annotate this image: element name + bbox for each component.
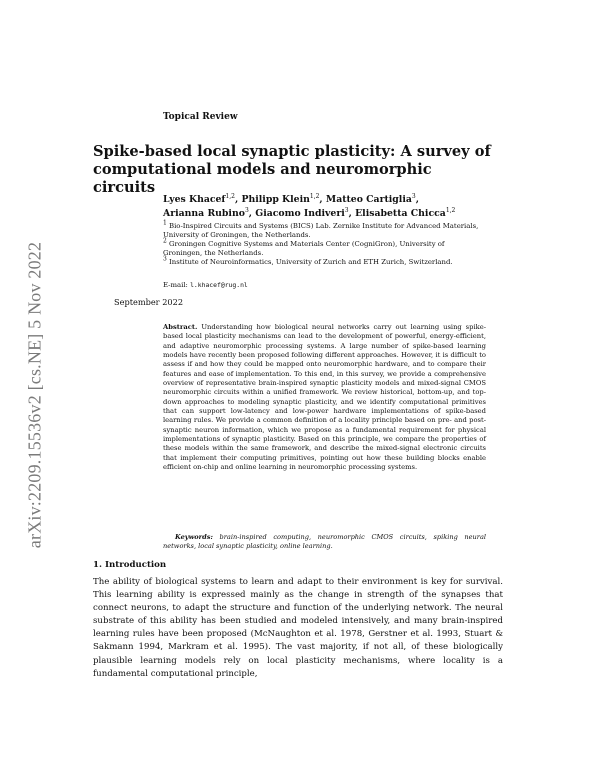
section-heading: 1. Introduction: [93, 560, 167, 570]
affiliation: $^1$ Bio-Inspired Circuits and Systems (BICS) Lab. Zernike Institute for Advanced Materials, University of Groningen, the Netherlands.: [163, 219, 479, 240]
author-list: Lyes Khacef$^{1,2}$, Philipp Klein$^{1,2}$, Matteo Cartiglia$^3$, Arianna Rubino$^3$, Giacomo Indiveri$^3$, Elisabetta Chicca$^{1,2}$: [163, 192, 456, 219]
arxiv-stamp-text: arXiv:2209.15536v2 [cs.NE] 5 Nov 2022: [24, 241, 45, 549]
publication-date: September 2022: [114, 297, 184, 307]
author-affiliation: 3: [411, 192, 416, 200]
author-affiliation: 1,2: [225, 192, 235, 200]
paper-title: Spike-based local synaptic plasticity: A survey of computational models and neuromorphic circuits: [93, 143, 491, 196]
author-name: Philipp Klein: [241, 194, 310, 205]
author-name: Lyes Khacef: [163, 194, 226, 205]
author-affiliation: 3: [244, 206, 249, 214]
author-affiliation: 1,2: [445, 206, 456, 214]
email-label: E-mail:: [163, 281, 188, 289]
abstract: [163, 323, 486, 473]
contact-email: [163, 281, 248, 289]
keywords: [163, 533, 486, 552]
author-name: Elisabetta Chicca: [355, 208, 446, 219]
keywords-text: brain-inspired computing, neuromorphic CMOS circuits, spiking neural networks, local synaptic plasticity, online learning.: [163, 533, 486, 551]
arxiv-stamp: [26, 210, 44, 580]
author-affiliation: 3: [344, 206, 349, 214]
email-link[interactable]: l.khacef@rug.nl: [190, 281, 248, 289]
abstract-label: Abstract.: [163, 323, 198, 331]
author-affiliation: 1,2: [309, 192, 320, 200]
affiliation: $^2$ Groningen Cognitive Systems and Materials Center (CogniGron), University of Groningen, the Netherlands.: [163, 237, 445, 258]
author-name: Giacomo Indiveri: [255, 208, 345, 219]
author-name: Arianna Rubino: [163, 208, 245, 219]
article-kind: Topical Review: [163, 112, 238, 122]
abstract-text: Understanding how biological neural networks carry out learning using spike-based local plasticity mechanisms can lead to the development of powerful, energy-efficient, and adaptive neuromorphic processing systems. A large number of spike-based learning models have recently been proposed following different approaches. However, it is difficult to assess if and how they could be mapped onto neuromorphic hardware, and to compare their features and ease of implementation. To this end, in this survey, we provide a comprehensive overview of representative brain-inspired synaptic plasticity models and mixed-signal CMOS neuromorphic circuits within a unified framework. We review historical, bottom-up, and top-down approaches to modeling synaptic plasticity, and we identify computational primitives that can support low-latency and low-power hardware implementations of spike-based learning rules. We provide a common definition of a locality principle based on pre- and post-synaptic neuron information, which we propose as a fundamental requirement for physical implementations of synaptic plasticity. Based on this principle, we compare the properties of these models within the same framework, and describe the mixed-signal electronic circuits that implement their computing primitives, pointing out how these building blocks enable efficient on-chip and online learning in neuromorphic processing systems.: [163, 323, 486, 472]
affiliation: $^3$ Institute of Neuroinformatics, University of Zurich and ETH Zurich, Switzerland.: [163, 255, 453, 266]
keywords-label: Keywords:: [175, 533, 213, 541]
author-name: Matteo Cartiglia: [325, 194, 412, 205]
body-paragraph: The ability of biological systems to learn and adapt to their environment is key for survival. This learning ability is expressed mainly as the change in strength of the synapses that connect neurons, to adapt the structure and function of the underlying network. The neural substrate of this ability has been studied and modeled intensively, and many brain-inspired learning rules have been proposed (McNaughton et al. 1978, Gerstner et al. 1993, Stuart & Sakmann 1994, Markram et al. 1995). The vast majority, if not all, of these biologically plausible learning models rely on local plasticity mechanisms, where locality is a fundamental computational principle,: [93, 577, 503, 679]
